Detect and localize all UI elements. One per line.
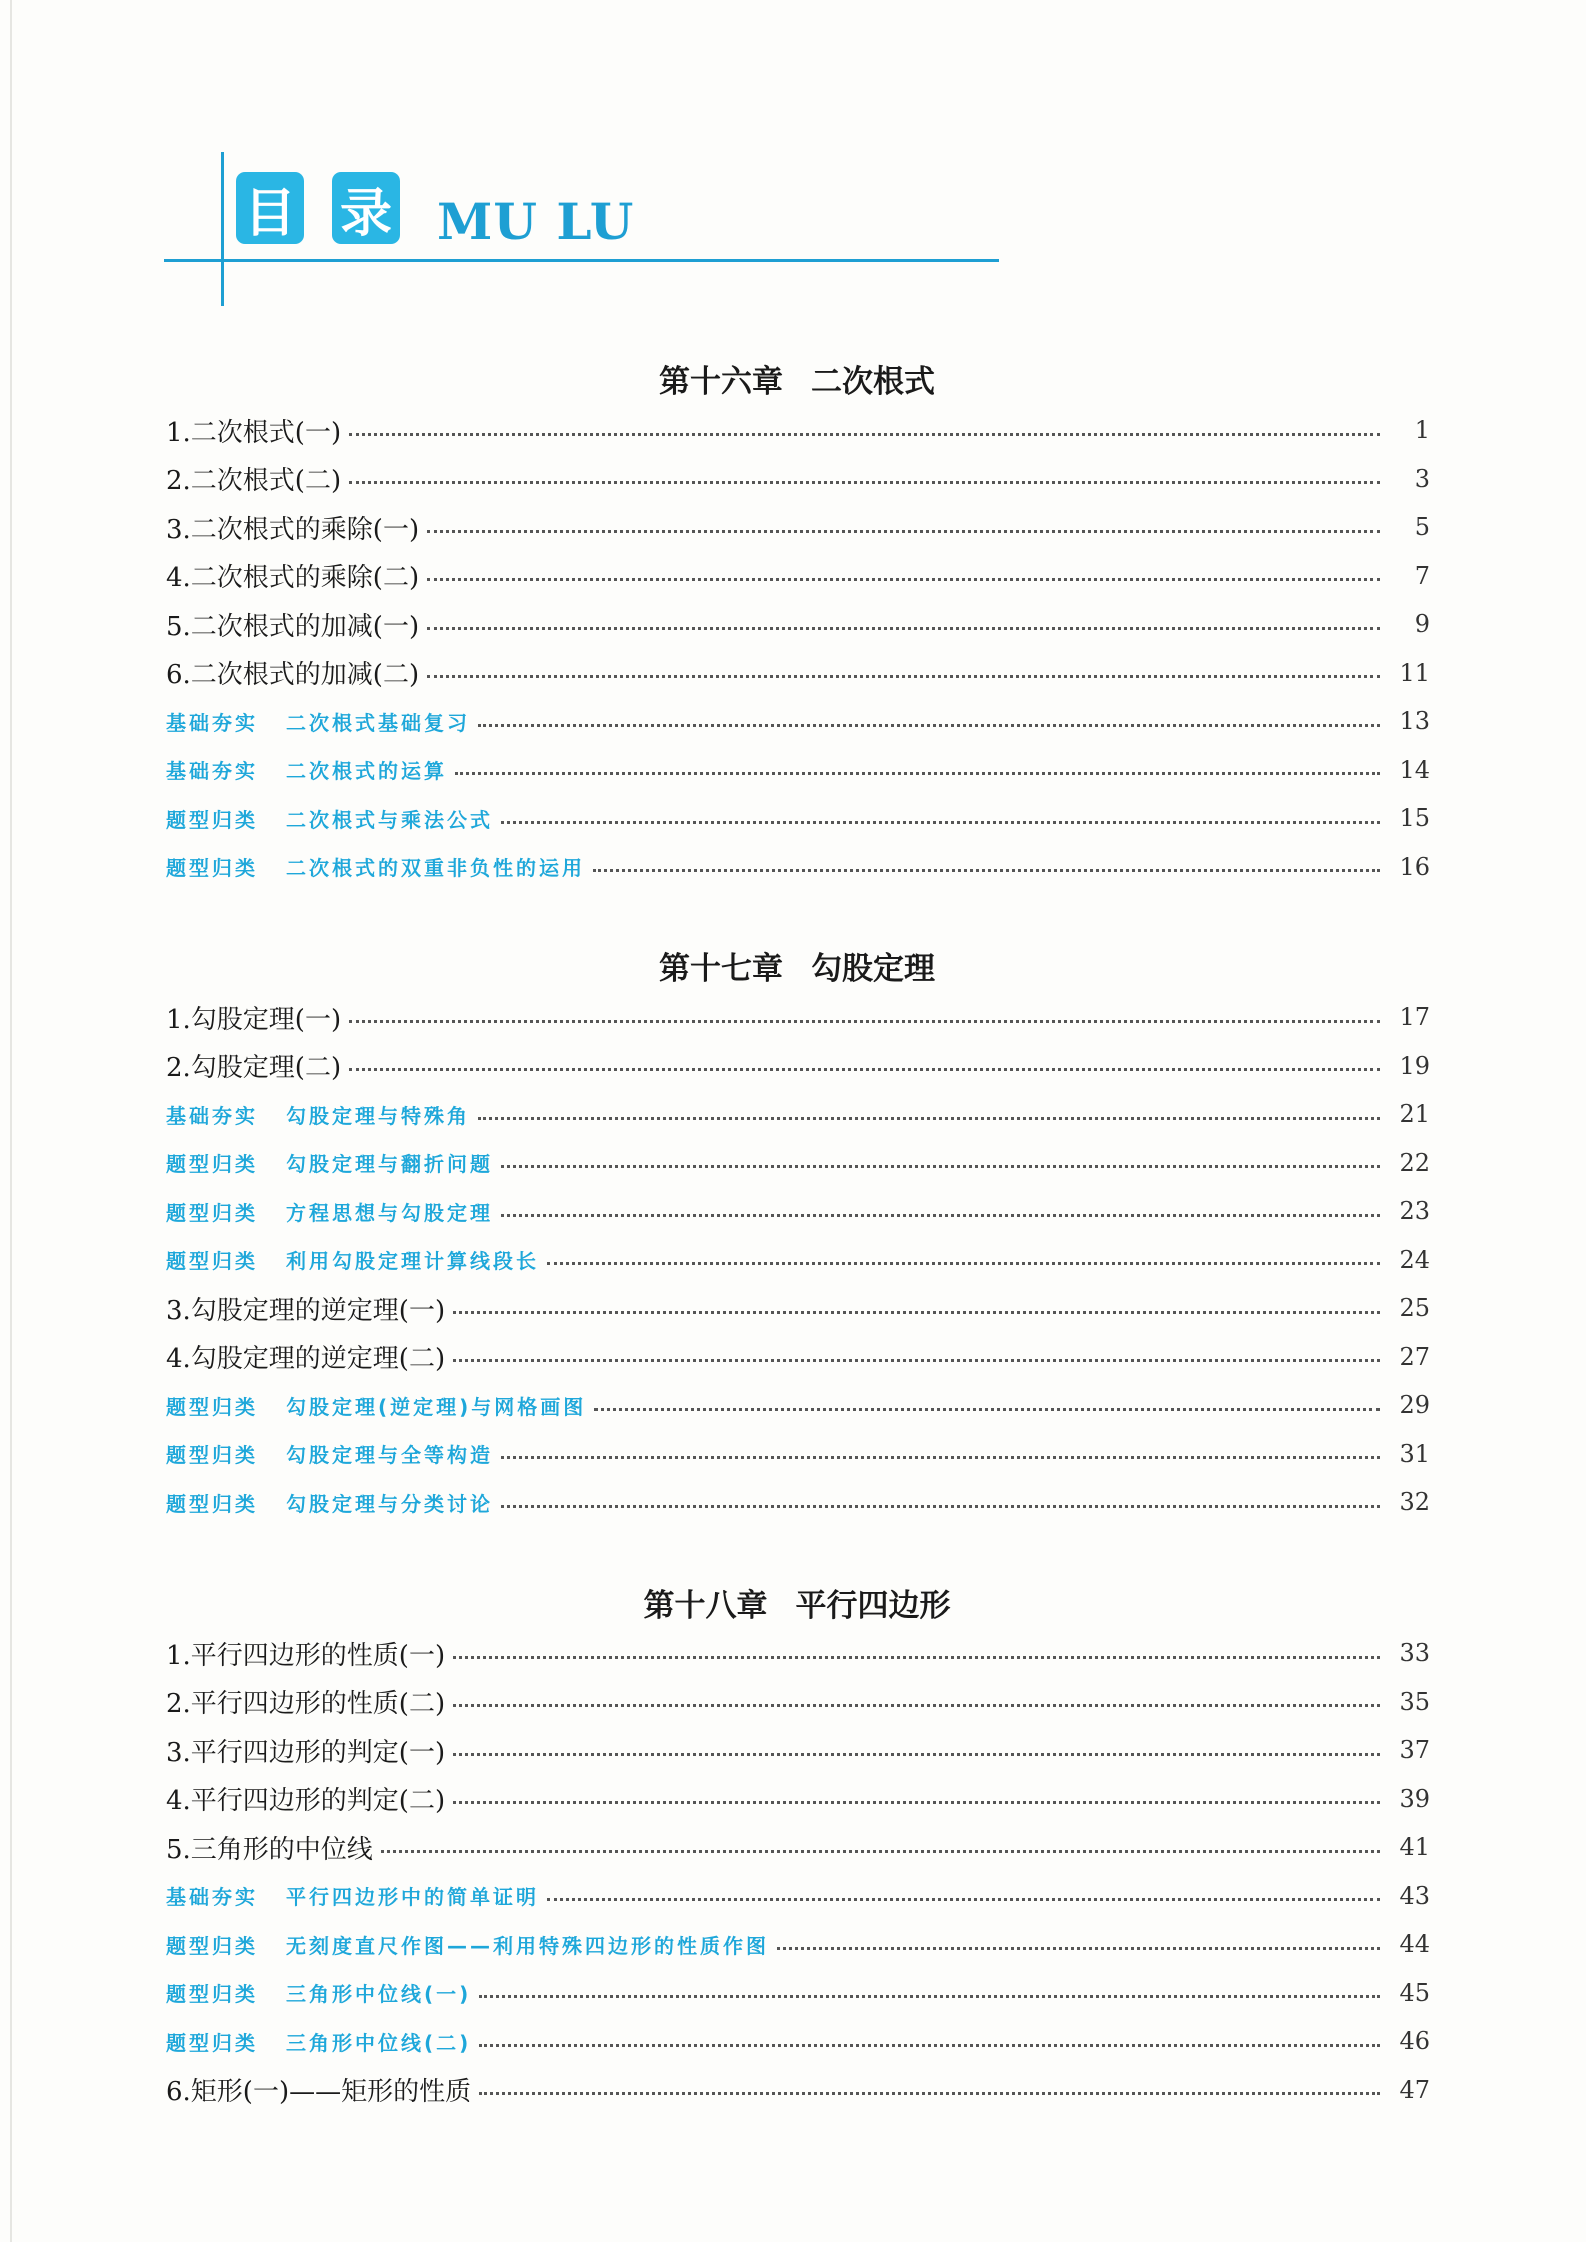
- toc-subentry[interactable]: [166, 701, 1430, 741]
- toc-entry[interactable]: [166, 1337, 1430, 1377]
- toc-page-number: 31: [1399, 1439, 1430, 1468]
- toc-entry-title: [166, 1391, 594, 1420]
- dot-leader: [427, 675, 1380, 678]
- toc-page-number: 11: [1399, 658, 1430, 687]
- toc-entry-text: 勾股定理与全等构造: [286, 1443, 493, 1467]
- toc-page-number: 7: [1414, 561, 1430, 590]
- toc-subentry[interactable]: [166, 2021, 1430, 2061]
- toc-subentry[interactable]: [166, 1973, 1430, 2013]
- toc-entry-title: 5.三角形的中位线: [166, 1834, 373, 1865]
- toc-page-number: 37: [1399, 1736, 1430, 1764]
- toc-entry-title: 4.二次根式的乘除(二): [166, 563, 420, 593]
- toc-entry[interactable]: [166, 2070, 1430, 2110]
- dot-leader: [501, 1165, 1380, 1168]
- toc-entry-text: 勾股定理(逆定理)与网格画图: [286, 1394, 587, 1419]
- toc-subentry[interactable]: [166, 1876, 1430, 1916]
- toc-entry-text: 方程思想与勾股定理: [286, 1200, 493, 1225]
- header-char-box-2: 录: [332, 172, 400, 244]
- chapter-title: [0, 356, 1586, 401]
- dot-leader: [427, 578, 1380, 581]
- toc-entry-category: 题型归类: [166, 807, 258, 832]
- chapter-name: 平行四边形: [795, 1588, 951, 1624]
- toc-entry[interactable]: [166, 556, 1430, 596]
- toc-entry-title: [166, 1488, 501, 1517]
- toc-page-number: 41: [1399, 1833, 1430, 1861]
- toc-page-number: 29: [1399, 1391, 1430, 1419]
- dot-leader: [501, 821, 1380, 824]
- toc-entry-category: 题型归类: [166, 1982, 258, 2006]
- toc-entry-title: [166, 1148, 501, 1177]
- toc-entry-text: 无刻度直尺作图——利用特殊四边形的性质作图: [286, 1933, 769, 1958]
- toc-subentry[interactable]: [166, 1240, 1430, 1280]
- dot-leader: [479, 1995, 1380, 1998]
- toc-entry-text: 勾股定理与分类讨论: [286, 1491, 493, 1516]
- toc-entry-title: 1.平行四边形的性质(一): [166, 1640, 446, 1671]
- toc-entry-text: 二次根式的运算: [286, 759, 447, 783]
- toc-page-number: 45: [1399, 1978, 1430, 2007]
- dot-leader: [593, 869, 1380, 872]
- dot-leader: [594, 1408, 1380, 1411]
- toc-entry-title: [166, 1881, 547, 1910]
- toc-page-number: 35: [1399, 1687, 1430, 1716]
- toc-page-number: 27: [1399, 1342, 1430, 1371]
- chapter-name: 二次根式: [811, 364, 935, 400]
- dot-leader: [547, 1898, 1380, 1901]
- dot-leader: [453, 1753, 1380, 1756]
- chapter-number: 第十八章: [643, 1588, 768, 1624]
- toc-entry-category: 题型归类: [166, 1152, 258, 1176]
- dot-leader: [453, 1311, 1380, 1314]
- toc-entry-category: 题型归类: [166, 1491, 258, 1516]
- toc-entry-title: [166, 707, 478, 736]
- chapter-name: 勾股定理: [811, 951, 935, 987]
- toc-entry-title: [166, 1245, 547, 1274]
- toc-subentry[interactable]: [166, 1482, 1430, 1522]
- toc-entry-title: [166, 1930, 777, 1959]
- header-latin-title: MU LU: [437, 192, 635, 251]
- toc-entry-title: 4.勾股定理的逆定理(二): [166, 1344, 446, 1374]
- toc-entry-title: 6.矩形(一)——矩形的性质: [166, 2077, 472, 2107]
- toc-page-number: 9: [1414, 610, 1430, 638]
- toc-entry[interactable]: [166, 1827, 1430, 1867]
- toc-page-number: 16: [1399, 852, 1430, 881]
- toc-entry-category: 题型归类: [166, 1394, 258, 1419]
- toc-page-number: 24: [1399, 1245, 1430, 1274]
- dot-leader: [455, 772, 1380, 775]
- toc-page-number: 23: [1399, 1197, 1430, 1225]
- toc-entry-title: 2.二次根式(二): [166, 466, 342, 496]
- toc-entry[interactable]: [166, 653, 1430, 693]
- toc-page-number: 46: [1399, 2027, 1430, 2055]
- toc-subentry[interactable]: [166, 1191, 1430, 1231]
- toc-entry-category: 题型归类: [166, 1200, 258, 1225]
- toc-entry-title: 2.勾股定理(二): [166, 1053, 342, 1083]
- dot-leader: [453, 1704, 1380, 1707]
- toc-page-number: 43: [1399, 1881, 1430, 1910]
- chapter-number: 第十七章: [659, 951, 783, 987]
- dot-leader: [478, 1117, 1380, 1120]
- toc-subentry[interactable]: [166, 847, 1430, 887]
- toc-entry-text: 二次根式基础复习: [286, 710, 470, 735]
- toc-page-number: 39: [1399, 1784, 1430, 1813]
- toc-entry-title: 5.二次根式的加减(一): [166, 611, 420, 642]
- toc-entry-category: 基础夯实: [166, 710, 258, 735]
- toc-page-number: 33: [1399, 1639, 1430, 1667]
- header-horizontal-rule: [164, 259, 999, 262]
- toc-subentry[interactable]: [166, 750, 1430, 790]
- toc-entry[interactable]: [166, 604, 1430, 644]
- toc-entry[interactable]: [166, 1288, 1430, 1328]
- dot-leader: [453, 1656, 1380, 1659]
- toc-entry-text: 二次根式的双重非负性的运用: [286, 856, 585, 880]
- toc-entry[interactable]: [166, 1779, 1430, 1819]
- toc-entry-text: 三角形中位线(一): [286, 1982, 472, 2006]
- dot-leader: [349, 1068, 1380, 1071]
- toc-entry-text: 勾股定理与特殊角: [286, 1103, 470, 1128]
- toc-entry-title: 2.平行四边形的性质(二): [166, 1689, 446, 1719]
- toc-subentry[interactable]: [166, 1924, 1430, 1964]
- toc-page-number: 5: [1414, 513, 1430, 541]
- toc-entry-text: 二次根式与乘法公式: [286, 807, 493, 832]
- toc-entry-category: 题型归类: [166, 1249, 258, 1273]
- toc-subentry[interactable]: [166, 1385, 1430, 1425]
- dot-leader: [478, 724, 1380, 727]
- toc-entry[interactable]: [166, 997, 1430, 1037]
- toc-page-number: 44: [1399, 1930, 1430, 1958]
- toc-entry-title: [166, 1197, 501, 1226]
- toc-page-number: 19: [1399, 1051, 1430, 1080]
- toc-entry-category: 基础夯实: [166, 759, 258, 783]
- dot-leader: [777, 1947, 1380, 1950]
- dot-leader: [479, 2092, 1380, 2095]
- toc-page-number: 25: [1399, 1294, 1430, 1322]
- toc-entry-text: 利用勾股定理计算线段长: [286, 1249, 539, 1273]
- toc-entry-title: [166, 1100, 478, 1129]
- dot-leader: [381, 1850, 1380, 1853]
- toc-entry-title: 3.勾股定理的逆定理(一): [166, 1295, 446, 1326]
- dot-leader: [479, 2044, 1380, 2047]
- toc-entry-text: 平行四边形中的简单证明: [286, 1885, 539, 1909]
- toc-entry-title: [166, 1978, 479, 2007]
- toc-subentry[interactable]: [166, 1434, 1430, 1474]
- toc-entry-title: [166, 2027, 479, 2056]
- toc-entry-text: 勾股定理与翻折问题: [286, 1152, 493, 1176]
- dot-leader: [427, 530, 1380, 533]
- toc-page-number: 1: [1414, 416, 1430, 444]
- toc-page-number: 15: [1399, 804, 1430, 832]
- toc-entry-title: [166, 804, 501, 833]
- toc-entry-title: 4.平行四边形的判定(二): [166, 1786, 446, 1816]
- chapter-title: [0, 943, 1586, 988]
- dot-leader: [349, 481, 1380, 484]
- toc-entry[interactable]: [166, 1046, 1430, 1086]
- toc-entry-text: 三角形中位线(二): [286, 2030, 472, 2055]
- dot-leader: [501, 1456, 1380, 1459]
- toc-entry-category: 题型归类: [166, 2030, 258, 2055]
- toc-page-number: 17: [1399, 1003, 1430, 1031]
- dot-leader: [453, 1801, 1380, 1804]
- dot-leader: [349, 1020, 1380, 1023]
- toc-subentry[interactable]: [166, 1143, 1430, 1183]
- dot-leader: [349, 433, 1380, 436]
- dot-leader: [427, 627, 1380, 630]
- toc-entry-title: [166, 852, 593, 881]
- toc-page-number: 13: [1399, 707, 1430, 735]
- chapter-number: 第十六章: [659, 364, 783, 400]
- toc-entry-category: 基础夯实: [166, 1103, 258, 1128]
- toc-entry-title: 1.二次根式(一): [166, 417, 342, 448]
- toc-entry[interactable]: [166, 459, 1430, 499]
- toc-entry-title: [166, 1439, 501, 1468]
- toc-page-number: 32: [1399, 1488, 1430, 1516]
- toc-entry-title: 3.二次根式的乘除(一): [166, 514, 420, 545]
- toc-entry[interactable]: [166, 507, 1430, 547]
- toc-entry[interactable]: [166, 1682, 1430, 1722]
- page-edge-shadow: [10, 0, 12, 2242]
- toc-entry-category: 题型归类: [166, 1933, 258, 1958]
- toc-subentry[interactable]: [166, 1094, 1430, 1134]
- toc-entry-title: 6.二次根式的加减(二): [166, 660, 420, 690]
- toc-page-number: 47: [1399, 2075, 1430, 2104]
- toc-page-number: 3: [1414, 464, 1430, 493]
- toc-page-number: 22: [1399, 1148, 1430, 1177]
- toc-entry[interactable]: [166, 1633, 1430, 1673]
- toc-entry-title: [166, 755, 455, 784]
- toc-entry-title: 1.勾股定理(一): [166, 1004, 342, 1035]
- header-char-box-1: 目: [236, 172, 304, 244]
- dot-leader: [453, 1359, 1380, 1362]
- toc-entry-category: 题型归类: [166, 856, 258, 880]
- toc-page-number: 14: [1399, 755, 1430, 784]
- toc-entry-title: 3.平行四边形的判定(一): [166, 1737, 446, 1768]
- header-vertical-rule: [221, 152, 224, 306]
- toc-entry-category: 基础夯实: [166, 1885, 258, 1909]
- chapter-title: [0, 1580, 1586, 1625]
- toc-entry[interactable]: [166, 410, 1430, 450]
- dot-leader: [547, 1262, 1380, 1265]
- toc-entry-category: 题型归类: [166, 1443, 258, 1467]
- toc-entry[interactable]: [166, 1730, 1430, 1770]
- toc-subentry[interactable]: [166, 798, 1430, 838]
- toc-page-number: 21: [1399, 1100, 1430, 1128]
- dot-leader: [501, 1505, 1380, 1508]
- dot-leader: [501, 1214, 1380, 1217]
